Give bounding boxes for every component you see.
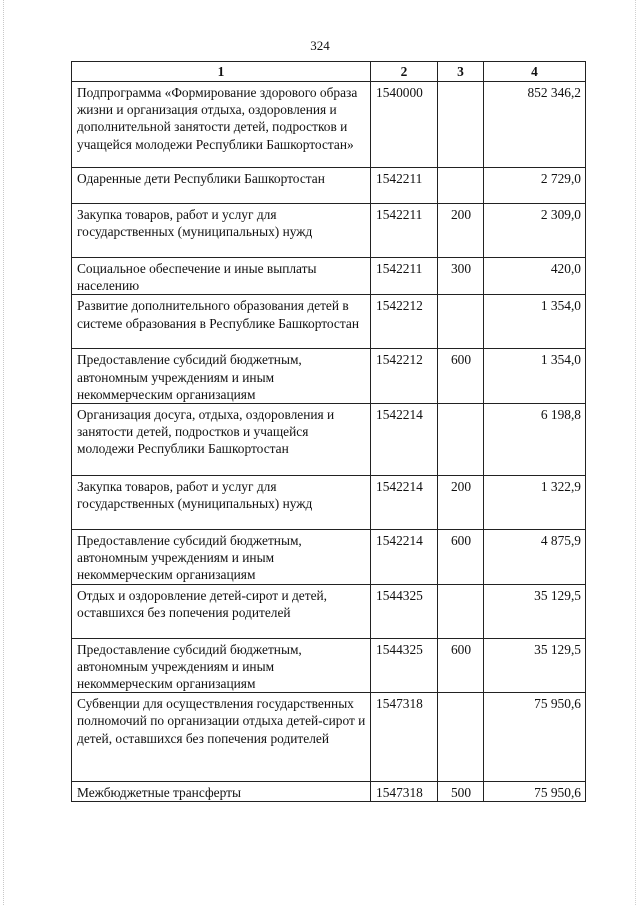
scan-edge-left xyxy=(3,0,5,905)
row-name: Межбюджетные трансферты xyxy=(72,782,371,802)
row-name: Подпрограмма «Формирование здорового образа жизни и организация отдыха, оздоровления и дополнительной занятости детей, подростков и учащейся молодежи Республики Башкортостан» xyxy=(72,82,371,168)
row-expense-type: 600 xyxy=(438,349,484,404)
row-expense-type xyxy=(438,693,484,782)
row-code: 1542211 xyxy=(371,204,438,258)
table-row xyxy=(72,349,586,404)
row-name: Отдых и оздоровление детей-сирот и детей, оставшихся без попечения родителей xyxy=(72,584,371,638)
row-amount: 75 950,6 xyxy=(484,782,586,802)
row-code: 1542214 xyxy=(371,476,438,530)
row-code: 1542214 xyxy=(371,530,438,585)
row-code: 1542212 xyxy=(371,295,438,349)
row-code: 1547318 xyxy=(371,782,438,802)
table-row xyxy=(72,295,586,349)
table-header xyxy=(72,62,586,82)
row-expense-type xyxy=(438,82,484,168)
table-row xyxy=(72,530,586,585)
row-amount: 35 129,5 xyxy=(484,584,586,638)
table-row xyxy=(72,82,586,168)
row-name: Предоставление субсидий бюджетным, автономным учреждениям и иным некоммерческим организациям xyxy=(72,349,371,404)
row-expense-type: 200 xyxy=(438,476,484,530)
row-code: 1542211 xyxy=(371,168,438,204)
row-name: Закупка товаров, работ и услуг для государственных (муниципальных) нужд xyxy=(72,476,371,530)
table-body xyxy=(72,82,586,802)
table-row xyxy=(72,584,586,638)
table-row xyxy=(72,404,586,476)
row-name: Социальное обеспечение и иные выплаты населению xyxy=(72,258,371,295)
row-code: 1542214 xyxy=(371,404,438,476)
table-row xyxy=(72,258,586,295)
table-row xyxy=(72,638,586,693)
table-row xyxy=(72,204,586,258)
budget-table xyxy=(71,61,586,802)
header-col-3: 3 xyxy=(438,62,484,82)
row-expense-type xyxy=(438,404,484,476)
row-code: 1542212 xyxy=(371,349,438,404)
table-row xyxy=(72,693,586,782)
row-expense-type: 600 xyxy=(438,530,484,585)
row-name: Организация досуга, отдыха, оздоровления и занятости детей, подростков и учащейся молодежи Республики Башкортостан xyxy=(72,404,371,476)
row-name: Развитие дополнительного образования детей в системе образования в Республике Башкортостан xyxy=(72,295,371,349)
table-row xyxy=(72,168,586,204)
row-amount: 1 322,9 xyxy=(484,476,586,530)
page-number: 324 xyxy=(310,38,330,53)
row-amount: 852 346,2 xyxy=(484,82,586,168)
row-expense-type xyxy=(438,168,484,204)
row-amount: 1 354,0 xyxy=(484,295,586,349)
row-name: Одаренные дети Республики Башкортостан xyxy=(72,168,371,204)
row-amount: 420,0 xyxy=(484,258,586,295)
row-expense-type: 500 xyxy=(438,782,484,802)
header-row xyxy=(72,62,586,82)
row-expense-type: 300 xyxy=(438,258,484,295)
row-name: Предоставление субсидий бюджетным, автономным учреждениям и иным некоммерческим организациям xyxy=(72,530,371,585)
row-amount: 35 129,5 xyxy=(484,638,586,693)
header-col-2: 2 xyxy=(371,62,438,82)
row-amount: 2 729,0 xyxy=(484,168,586,204)
row-code: 1542211 xyxy=(371,258,438,295)
row-expense-type: 200 xyxy=(438,204,484,258)
row-code: 1544325 xyxy=(371,638,438,693)
scan-edge-right xyxy=(635,0,637,905)
row-expense-type xyxy=(438,295,484,349)
row-code: 1547318 xyxy=(371,693,438,782)
row-name: Закупка товаров, работ и услуг для государственных (муниципальных) нужд xyxy=(72,204,371,258)
row-amount: 75 950,6 xyxy=(484,693,586,782)
row-name: Субвенции для осуществления государственных полномочий по организации отдыха детей-сирот и детей, оставшихся без попечения родителей xyxy=(72,693,371,782)
row-name: Предоставление субсидий бюджетным, автономным учреждениям и иным некоммерческим организациям xyxy=(72,638,371,693)
row-expense-type: 600 xyxy=(438,638,484,693)
row-amount: 4 875,9 xyxy=(484,530,586,585)
row-amount: 1 354,0 xyxy=(484,349,586,404)
row-expense-type xyxy=(438,584,484,638)
row-amount: 2 309,0 xyxy=(484,204,586,258)
header-col-4: 4 xyxy=(484,62,586,82)
row-amount: 6 198,8 xyxy=(484,404,586,476)
header-col-1: 1 xyxy=(72,62,371,82)
row-code: 1540000 xyxy=(371,82,438,168)
table-row xyxy=(72,782,586,802)
row-code: 1544325 xyxy=(371,584,438,638)
table-row xyxy=(72,476,586,530)
